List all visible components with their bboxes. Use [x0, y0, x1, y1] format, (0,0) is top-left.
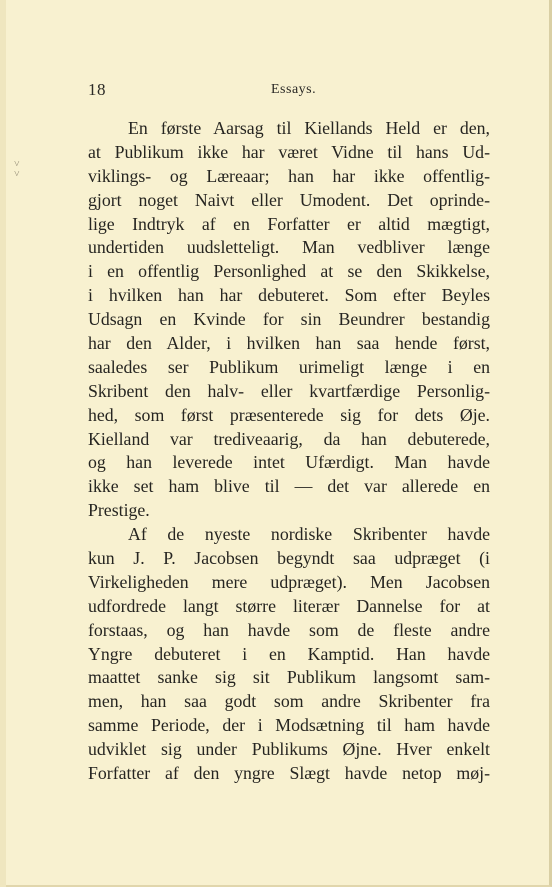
text-line: Kielland var trediveaarig, da han debuterede, [88, 428, 490, 449]
margin-pencil-mark: ˅ ˅ [14, 159, 20, 180]
text-line: gjort noget Naivt eller Umodent. Det oprinde- [88, 189, 490, 210]
text-line: forstaas, og han havde som de fleste andre [88, 619, 490, 640]
text-line: hed, som først præsenterede sig for dets Øje. [88, 404, 490, 425]
text-line: at Publikum ikke har været Vidne til hans Ud- [88, 141, 490, 162]
text-line: samme Periode, der i Modsætning til ham havde [88, 715, 490, 736]
text-line: har den Alder, i hvilken han saa hende først, [88, 333, 490, 354]
text-line: Af de nyeste nordiske Skribenter havde [128, 524, 490, 545]
text-line: undertiden uudsletteligt. Man vedbliver længe [88, 237, 490, 258]
text-line: Yngre debuteret i en Kamptid. Han havde [88, 643, 490, 664]
page-header [88, 80, 498, 102]
text-line: men, han saa godt som andre Skribenter fra [88, 691, 490, 712]
text-line: Prestige. [88, 500, 150, 521]
text-line: i en offentlig Personlighed at se den Skikkelse, [88, 261, 490, 282]
text-line: saaledes ser Publikum urimeligt længe i en [88, 356, 490, 377]
text-line: udviklet sig under Publikums Øjne. Hver enkelt [88, 739, 490, 760]
page-number: 18 [88, 80, 106, 99]
text-line: En første Aarsag til Kiellands Held er den, [128, 118, 490, 138]
text-line: Virkeligheden mere udpræget). Men Jacobsen [88, 571, 490, 592]
text-line: Skribent den halv- eller kvartfærdige Personlig- [88, 380, 490, 401]
text-line: og han leverede intet Ufærdigt. Man havde [88, 452, 490, 473]
text-line: i hvilken han har debuteret. Som efter Beyles [88, 285, 490, 306]
text-line: Udsagn en Kvinde for sin Beundrer bestandig [88, 309, 490, 330]
text-line: udfordrede langt større literær Dannelse for at [88, 595, 490, 616]
text-line: lige Indtryk af en Forfatter er altid mægtigt, [88, 213, 490, 234]
body-text [88, 117, 490, 786]
text-line: viklings- og Læreaar; han har ikke offentlig- [88, 165, 490, 186]
running-head: Essays. [271, 82, 317, 97]
text-line: maattet sanke sig sit Publikum langsomt sam- [88, 667, 490, 688]
page-gutter-shade [0, 0, 6, 887]
text-line: Forfatter af den yngre Slægt havde netop møj- [88, 763, 490, 784]
text-line: ikke set ham blive til — det var allerede en [88, 476, 490, 497]
text-line: kun J. P. Jacobsen begyndt saa udpræget (i [88, 548, 490, 569]
